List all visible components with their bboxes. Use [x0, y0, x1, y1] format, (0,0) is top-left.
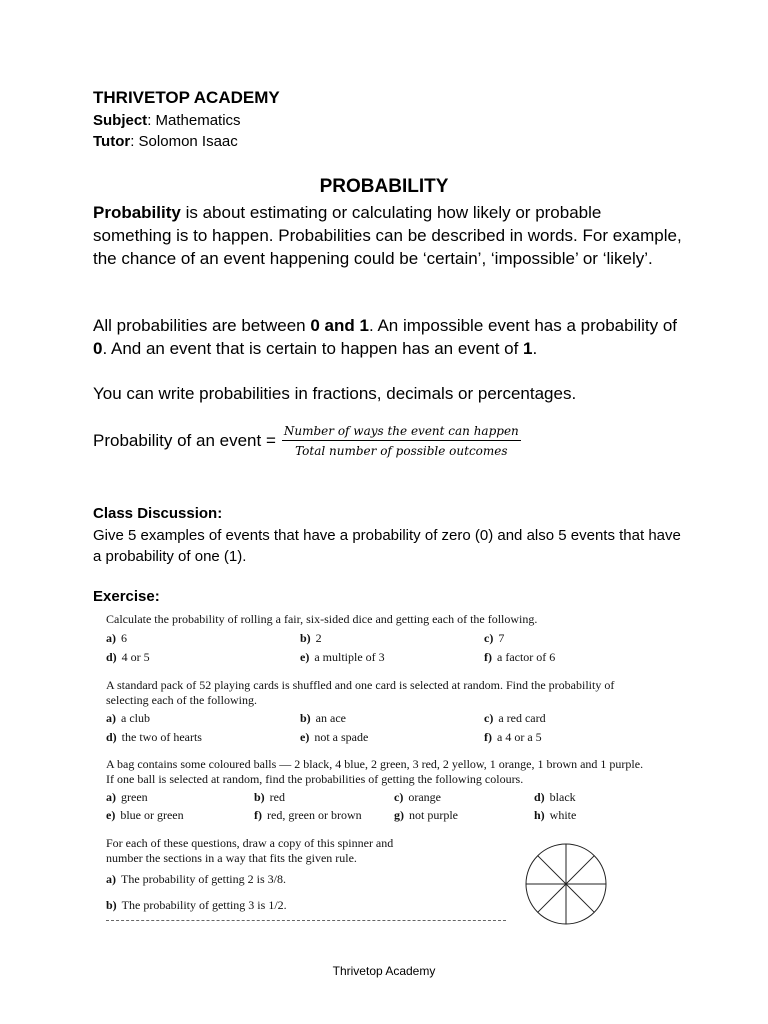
q1-option: [484, 631, 504, 646]
option-letter: a): [106, 790, 116, 804]
option-text: blue or green: [120, 808, 184, 822]
option-letter: e): [300, 730, 310, 744]
option-text: green: [121, 790, 148, 804]
option-text: 7: [498, 631, 505, 645]
tutor-label: Tutor: [93, 133, 131, 150]
formula-fraction: [282, 424, 521, 458]
option-text: 4 or 5: [121, 650, 150, 664]
q1-option: [300, 631, 322, 646]
q3-option: [394, 790, 441, 805]
intro-paragraph: [93, 201, 683, 270]
option-letter: b): [106, 898, 117, 912]
option-text: white: [549, 808, 577, 822]
range-text-1: All probabilities are between: [93, 316, 311, 335]
formula-denominator: Total number of possible outcomes: [295, 444, 508, 458]
q1-option: [300, 650, 385, 665]
option-text: red, green or brown: [267, 808, 362, 822]
exercise-scan: [104, 610, 664, 926]
q1-intro: Calculate the probability of rolling a fair, six-sided dice and getting each of the following.: [106, 612, 538, 626]
q4-option: [106, 898, 287, 913]
option-letter: c): [484, 711, 494, 725]
cut-off-text-line: [106, 920, 506, 926]
option-letter: d): [534, 790, 545, 804]
option-letter: h): [534, 808, 545, 822]
option-letter: b): [300, 631, 311, 645]
option-letter: f): [254, 808, 262, 822]
q4-option: [106, 872, 286, 887]
option-text: 6: [121, 631, 127, 645]
option-letter: b): [300, 711, 311, 725]
intro-text: is about estimating or calculating how likely or probable something is to happen. Probabilities can be described in words. For example, the chance of an event happening could be ‘certain’, ‘impossible’ or ‘likely’.: [93, 203, 682, 268]
q3-option: [534, 808, 576, 823]
tutor-value: : Solomon Isaac: [130, 133, 238, 150]
q2-option: [300, 711, 346, 726]
subject-label: Subject: [93, 112, 148, 129]
q3-option: [106, 790, 148, 805]
q3-option: [254, 790, 285, 805]
option-text: 2: [315, 631, 322, 645]
q3-option: [534, 790, 576, 805]
option-letter: a): [106, 711, 116, 725]
spinner-diagram: [524, 842, 608, 926]
option-text: a red card: [498, 711, 546, 725]
q2-intro: A standard pack of 52 playing cards is shuffled and one card is selected at random. Find the probability of selecting each of the following.: [106, 678, 615, 707]
range-bold-1: 0 and 1: [310, 316, 369, 335]
q1-option: [484, 650, 555, 665]
option-text: an ace: [315, 711, 346, 725]
intro-term: Probability: [93, 203, 181, 222]
range-text-3: . And an event that is certain to happen has an event of: [102, 339, 524, 358]
subject-value: : Mathematics: [147, 112, 241, 129]
option-text: a factor of 6: [497, 650, 556, 664]
option-letter: c): [484, 631, 494, 645]
option-letter: b): [254, 790, 265, 804]
range-paragraph: [93, 314, 683, 360]
formula-label: Probability of an event =: [93, 431, 276, 450]
option-letter: e): [300, 650, 310, 664]
q3-option: [106, 808, 184, 823]
tutor-line: [93, 133, 238, 150]
q3-intro: A bag contains some coloured balls — 2 black, 4 blue, 2 green, 3 red, 2 yellow, 1 orange, 1 brown and 1 purple. If one ball is selected at random, find the probabilities of getting the following colours.: [106, 757, 644, 786]
subject-line: [93, 112, 241, 129]
q2-option: [484, 730, 542, 745]
q2-option: [106, 711, 150, 726]
option-text: not purple: [409, 808, 458, 822]
option-text: a 4 or a 5: [497, 730, 542, 744]
range-text-2: . An impossible event has a probability of: [368, 316, 678, 335]
option-text: black: [549, 790, 576, 804]
class-discussion-heading: Class Discussion:: [93, 505, 223, 522]
class-discussion-text: Give 5 examples of events that have a probability of zero (0) and also 5 events that have a probability of one (1).: [93, 527, 681, 565]
q4-intro: For each of these questions, draw a copy of this spinner and number the sections in a way that fits the given rule.: [106, 836, 394, 865]
option-text: red: [269, 790, 285, 804]
option-letter: d): [106, 730, 117, 744]
academy-name: THRIVETOP ACADEMY: [93, 88, 280, 107]
option-text: The probability of getting 3 is 1/2.: [121, 898, 287, 912]
page-title: PROBABILITY: [319, 176, 449, 197]
option-letter: f): [484, 730, 492, 744]
q2-option: [300, 730, 368, 745]
option-letter: e): [106, 808, 116, 822]
option-text: not a spade: [314, 730, 369, 744]
option-text: a club: [121, 711, 150, 725]
q2-option: [484, 711, 546, 726]
option-text: The probability of getting 2 is 3/8.: [121, 872, 286, 886]
option-letter: g): [394, 808, 404, 822]
q3-option: [254, 808, 362, 823]
range-text-4: .: [532, 339, 538, 358]
option-letter: a): [106, 872, 116, 886]
q3-option: [394, 808, 458, 823]
option-letter: a): [106, 631, 116, 645]
option-text: a multiple of 3: [314, 650, 385, 664]
q1-option: [106, 650, 150, 665]
option-text: orange: [408, 790, 441, 804]
range-bold-3: 1: [523, 339, 533, 358]
formats-paragraph: You can write probabilities in fractions, decimals or percentages.: [93, 384, 577, 403]
option-letter: f): [484, 650, 492, 664]
page-footer: Thrivetop Academy: [332, 964, 436, 978]
q2-option: [106, 730, 202, 745]
exercise-heading: Exercise:: [93, 588, 160, 605]
option-text: the two of hearts: [121, 730, 202, 744]
option-letter: c): [394, 790, 404, 804]
range-bold-2: 0: [93, 339, 103, 358]
q1-option: [106, 631, 127, 646]
probability-formula: [93, 424, 521, 458]
option-letter: d): [106, 650, 117, 664]
formula-numerator: Number of ways the event can happen: [282, 424, 521, 441]
